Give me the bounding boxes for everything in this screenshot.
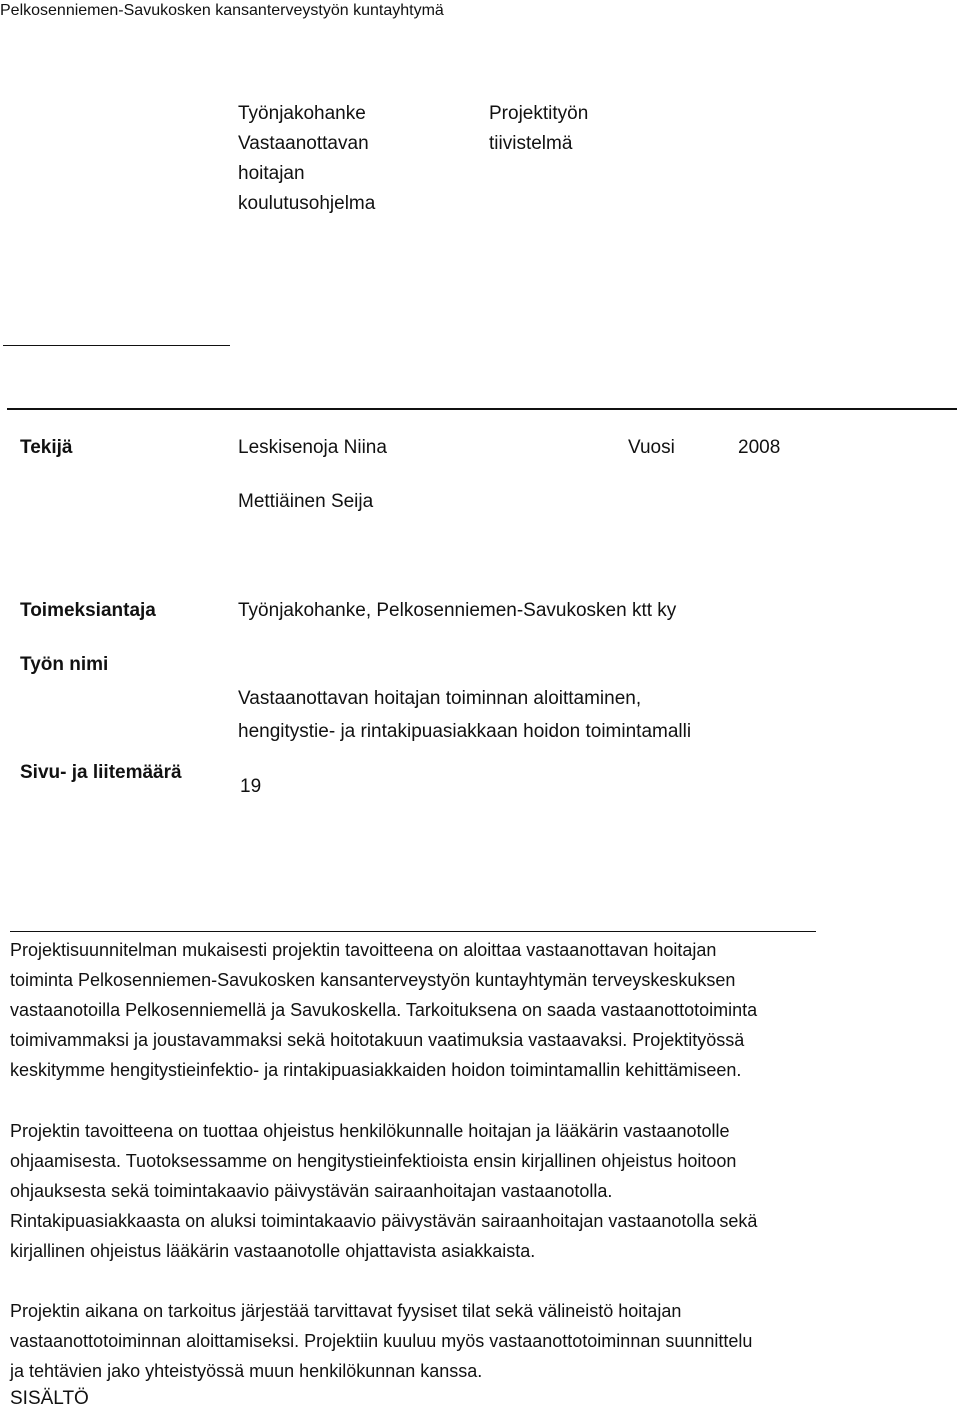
paragraph-line: vastaanotoilla Pelkosenniemellä ja Savukoskella. Tarkoituksena on saada vastaanottotoiminta: [10, 1000, 758, 1020]
page-count-value: 19: [240, 776, 262, 797]
year-label: Vuosi: [628, 437, 675, 458]
long-divider: [7, 408, 957, 410]
project-name-line: Työnjakohanke: [238, 103, 366, 124]
paragraph-line: toimivammaksi ja joustavammaksi sekä hoitotakuun vaatimuksia vastaavaksi. Projektityössä: [10, 1030, 745, 1050]
paragraph-line: toiminta Pelkosenniemen-Savukosken kansanterveystyön kuntayhtymän terveyskeskuksen: [10, 970, 736, 990]
author-name-2: Mettiäinen Seija: [238, 491, 374, 512]
work-title-label: Työn nimi: [20, 654, 109, 675]
author-name-1: Leskisenoja Niina: [238, 437, 387, 458]
author-label: Tekijä: [20, 437, 73, 458]
paragraph-line: ohjaamisesta. Tuotoksessamme on hengitystieinfektioista ensin kirjallinen ohjeistus hoitoon: [10, 1151, 737, 1171]
year-value: 2008: [738, 437, 781, 458]
paragraph-line: kirjallinen ohjeistus lääkärin vastaanotolle ohjattavista asiakkaista.: [10, 1241, 536, 1261]
client-value: Työnjakohanke, Pelkosenniemen-Savukosken ktt ky: [238, 600, 677, 621]
paragraph-line: ohjauksesta sekä toimintakaavio päivystävän sairaanhoitajan vastaanotolla.: [10, 1181, 613, 1201]
paragraph-line: Projektisuunnitelman mukaisesti projektin tavoitteena on aloittaa vastaanottavan hoitajan: [10, 940, 717, 960]
paragraph-line: Projektin aikana on tarkoitus järjestää tarvittavat fyysiset tilat sekä välineistö hoitajan: [10, 1301, 682, 1321]
project-name-block: [238, 99, 375, 219]
project-name-line: Vastaanottavan: [238, 133, 369, 154]
document-type-block: [489, 99, 588, 159]
project-name-line: koulutusohjelma: [238, 193, 376, 214]
work-title-line-2: hengitystie- ja rintakipuasiakkaan hoidon toimintamalli: [238, 721, 692, 742]
abstract-paragraph-3: [10, 1296, 950, 1386]
short-divider: [3, 345, 230, 346]
paragraph-line: Rintakipuasiakkaasta on aluksi toimintakaavio päivystävän sairaanhoitajan vastaanotolla sekä: [10, 1211, 758, 1231]
paragraph-line: keskitymme hengitystieinfektio- ja rintakipuasiakkaiden hoidon toimintamallin kehittämiseen.: [10, 1060, 742, 1080]
project-name-line: hoitajan: [238, 163, 305, 184]
client-label: Toimeksiantaja: [20, 600, 156, 621]
paragraph-line: vastaanottotoiminnan aloittamiseksi. Projektiin kuuluu myös vastaanottotoiminnan suunnittelu: [10, 1331, 753, 1351]
contents-heading: SISÄLTÖ: [10, 1388, 89, 1409]
abstract-paragraph-1: [10, 935, 950, 1085]
document-type-line: tiivistelmä: [489, 133, 573, 154]
organization-name: Pelkosenniemen-Savukosken kansanterveystyön kuntayhtymä: [0, 2, 444, 19]
work-title-line-1: Vastaanottavan hoitajan toiminnan aloittaminen,: [238, 688, 642, 709]
paragraph-line: Projektin tavoitteena on tuottaa ohjeistus henkilökunnalle hoitajan ja lääkärin vastaanotolle: [10, 1121, 730, 1141]
paragraph-line: ja tehtävien jako yhteistyössä muun henkilökunnan kanssa.: [10, 1361, 483, 1381]
abstract-paragraph-2: [10, 1116, 950, 1266]
abstract-divider: [10, 931, 816, 932]
page-count-label: Sivu- ja liitemäärä: [20, 762, 182, 783]
document-type-line: Projektityön: [489, 103, 589, 124]
